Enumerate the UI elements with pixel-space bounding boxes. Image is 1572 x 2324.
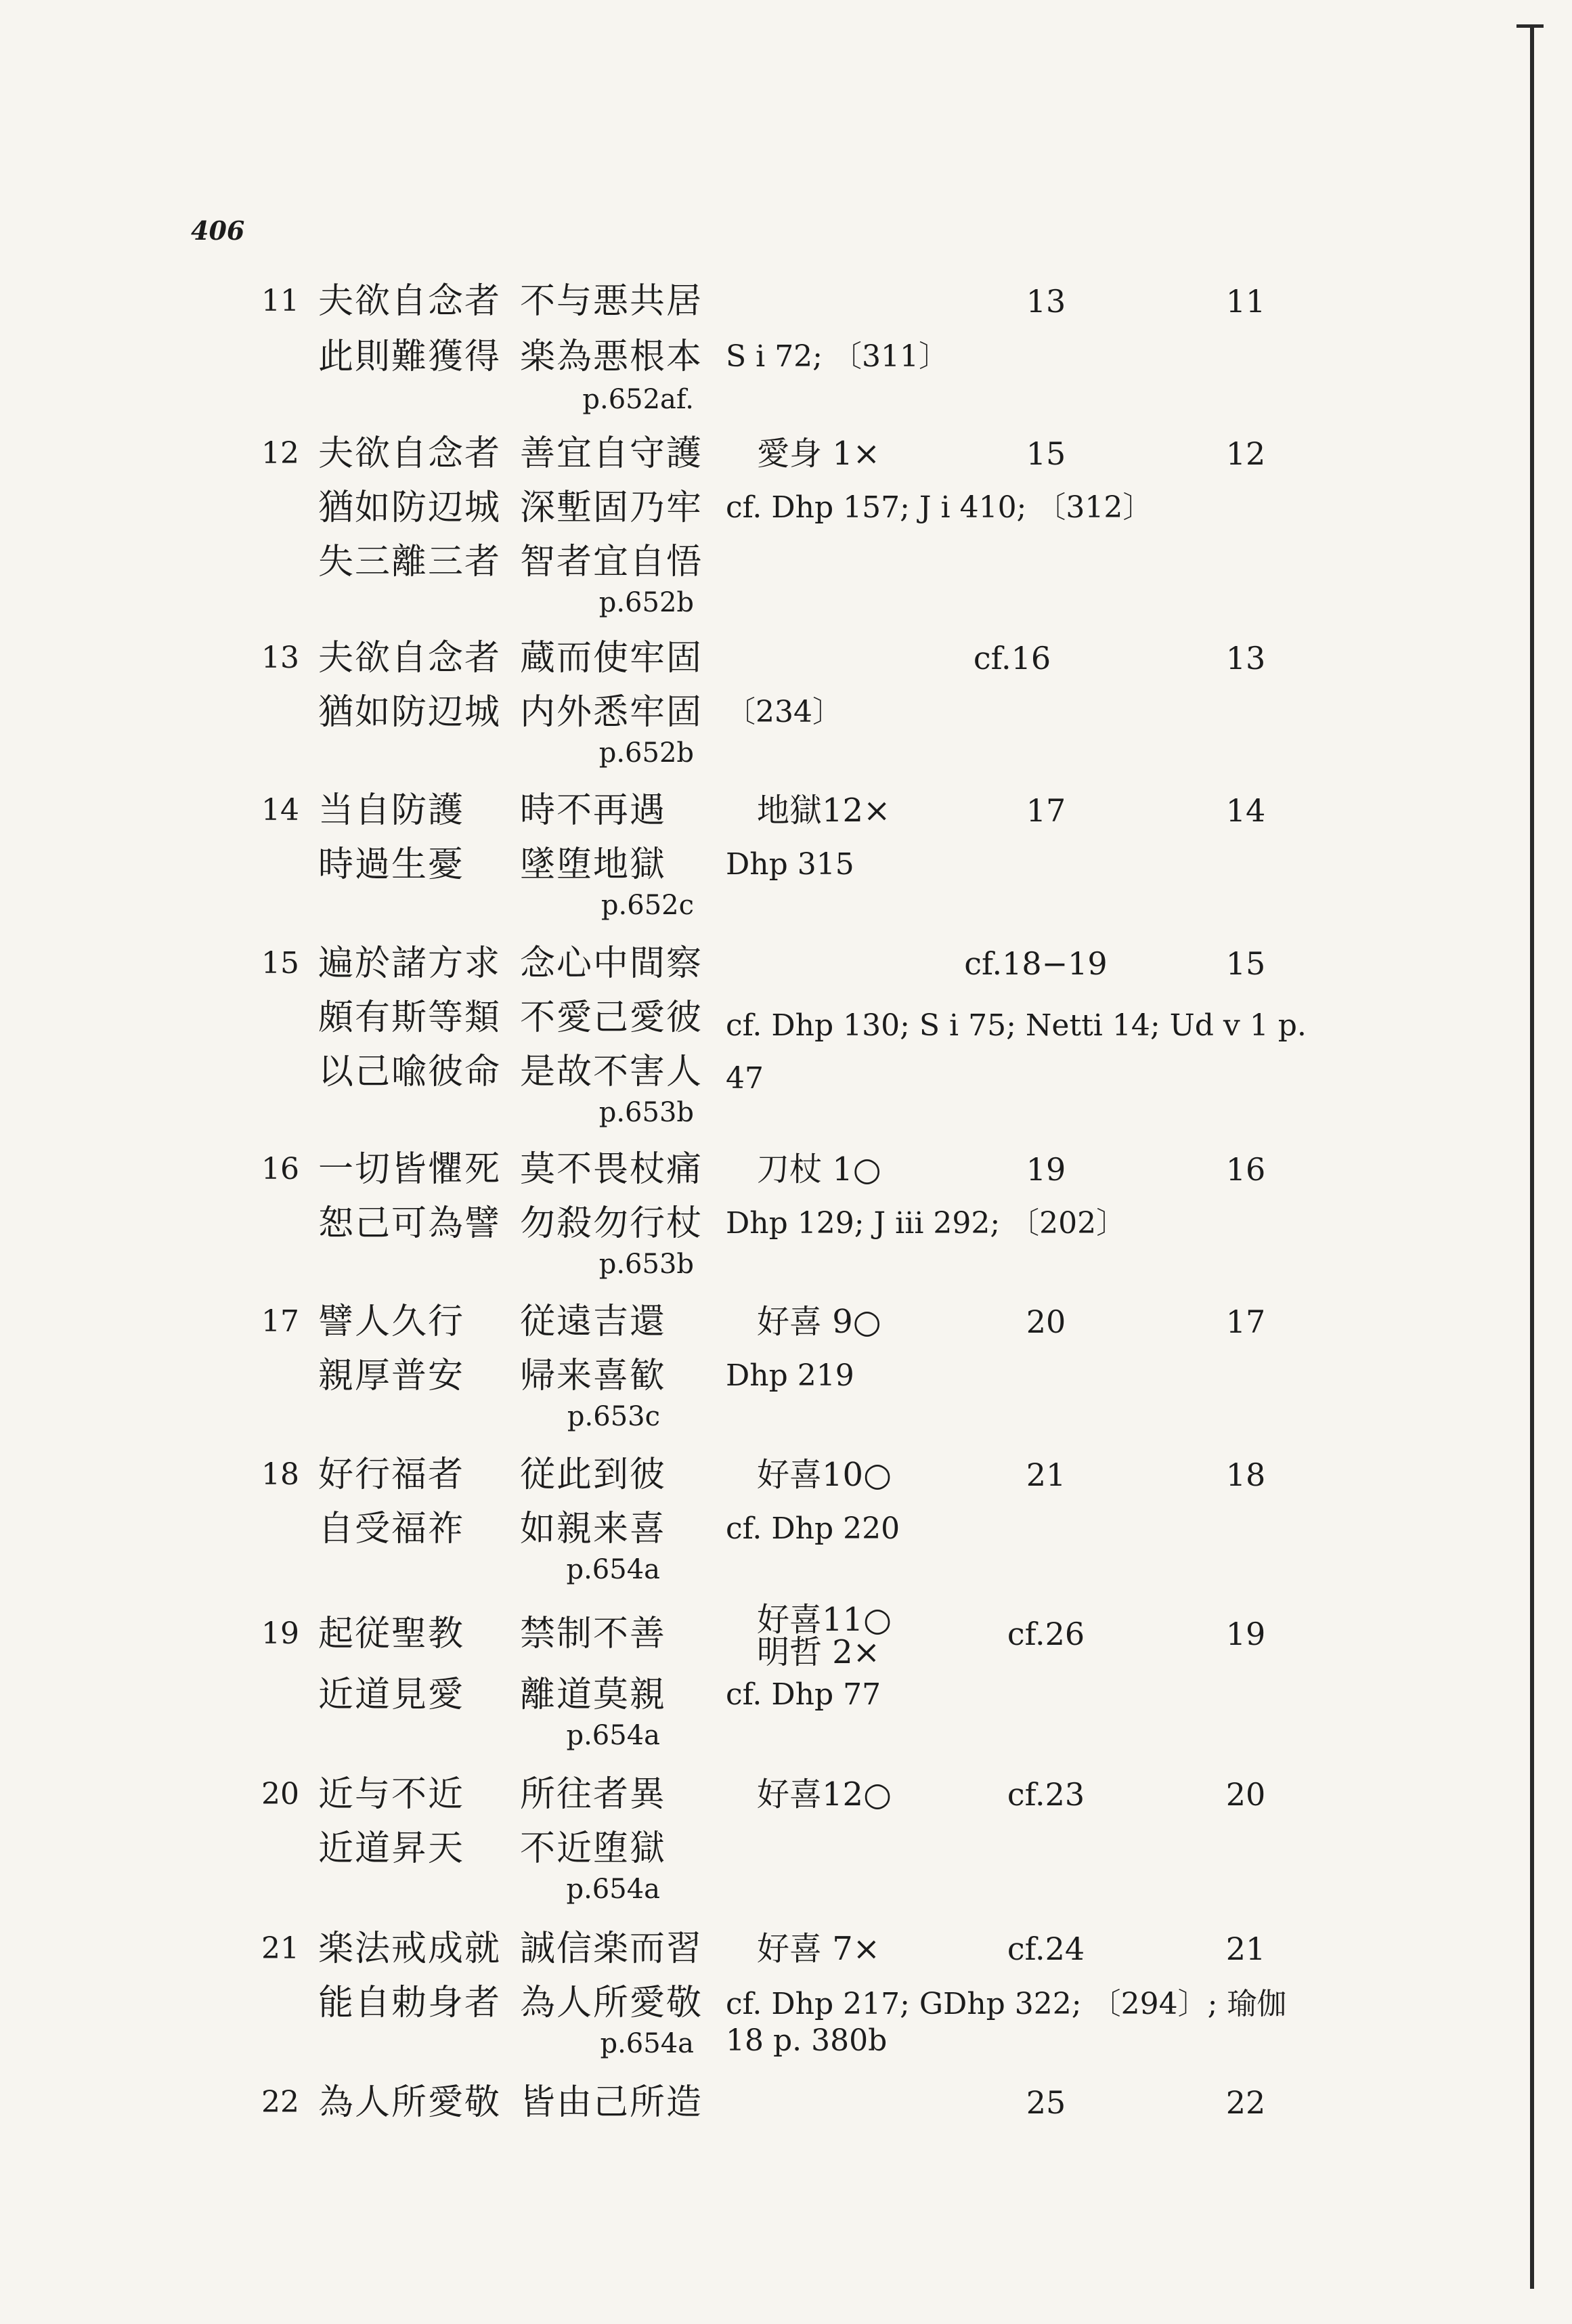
verse-line-first-half: 一切皆懼死 [318,1149,502,1190]
comparison-number-2: 14 [1225,792,1266,829]
verse-number: 21 [261,1931,299,1966]
verse-line-first-half: 猶如防辺城 [318,488,502,528]
comparison-number-2: 17 [1225,1304,1266,1340]
verse-line-second-half: 念心中間察 [520,943,703,984]
comparison-number-1: cf.24 [1007,1931,1085,1967]
comparison-number-1: 21 [1026,1457,1066,1493]
verse-line-second-half: 禁制不善 [520,1614,667,1654]
verse-number: 11 [261,284,299,318]
verse-line-first-half: 夫欲自念者 [318,638,502,679]
stanza-line [0,1451,1572,1505]
cross-reference-mark: 好喜10○ [757,1456,892,1494]
taisho-page-reference: p.654a [600,2028,694,2059]
verse-line-second-half: 内外悉牢固 [520,692,703,733]
verse-line-second-half: 莫不畏杖痛 [520,1149,703,1190]
verse-line-first-half: 時過生憂 [318,844,465,885]
stanza-line [0,1601,1572,1671]
comparison-number-1: cf.26 [1007,1616,1085,1652]
verse-line-first-half: 頗有斯等類 [318,997,502,1038]
verse-number: 18 [261,1457,299,1492]
stanza-line [0,787,1572,841]
cross-reference-mark: 好喜 7× [757,1930,881,1968]
verse-line-second-half: 不与悪共居 [520,281,703,322]
verse-line-first-half: 以己喩彼命 [318,1052,502,1092]
stanza-line [0,1925,1572,1979]
taisho-page-reference: p.654a [566,1874,660,1905]
comparison-number-2: 18 [1225,1457,1266,1493]
stanza-line [0,278,1572,332]
verse-line-second-half: 善宜自守護 [520,433,703,474]
parallel-reference: cf. Dhp 130; S i 75; Netti 14; Ud v 1 p. 47 [726,1008,1307,1096]
verse-line-second-half: 皆由己所造 [520,2082,703,2123]
stanza-line [0,430,1572,484]
parallel-reference: Dhp 219 [726,1358,854,1393]
cross-reference-mark: 地獄12× [757,792,891,830]
verse-line-second-half: 帰来喜歓 [520,1356,667,1396]
verse-line-second-half: 是故不害人 [520,1052,703,1092]
cross-reference-mark-line: 明哲 2× [757,1633,881,1671]
taisho-page-reference: p.652c [601,890,694,921]
stanza-line [0,1298,1572,1352]
verse-line-first-half: 此則難獲得 [318,337,502,377]
parallel-reference: cf. Dhp 220 [726,1511,900,1546]
verse-line-second-half: 従遠吉還 [520,1301,667,1342]
taisho-page-reference: p.653c [567,1401,660,1432]
verse-line-first-half: 起従聖教 [318,1614,465,1654]
stanza-line [0,1825,1572,1879]
cross-reference-mark: 刀杖 1○ [757,1150,881,1188]
verse-line-first-half: 近道見愛 [318,1675,465,1715]
stanza-line [0,634,1572,689]
verse-line-second-half: 為人所愛敬 [520,1983,703,2023]
comparison-number-1: cf.23 [1007,1776,1085,1813]
comparison-number-2: 20 [1225,1776,1266,1813]
verse-line-second-half: 如親来喜 [520,1509,667,1549]
stanza-line [0,940,1572,994]
stanza-line [0,841,1572,895]
taisho-page-reference: p.654a [566,1720,660,1751]
verse-line-first-half: 自受福祚 [318,1509,465,1549]
verse-line-second-half: 所往者異 [520,1774,667,1815]
parallel-reference: Dhp 129; J iii 292; 〔202〕 [726,1206,1127,1241]
parallel-reference: cf. Dhp 77 [726,1677,881,1712]
verse-line-second-half: 勿殺勿行杖 [520,1203,703,1244]
comparison-number-1: cf.16 [973,640,1051,676]
stanza-line [0,538,1572,593]
comparison-number-2: 19 [1225,1616,1266,1652]
verse-line-first-half: 失三離三者 [318,542,502,582]
taisho-page-reference: p.653b [598,1249,694,1280]
verse-line-first-half: 夫欲自念者 [318,281,502,322]
taisho-page-reference: p.652b [598,587,694,618]
page-number: 406 [191,215,245,246]
verse-line-first-half: 能自勅身者 [318,1983,502,2023]
comparison-number-1: 20 [1026,1304,1066,1340]
verse-line-second-half: 時不再遇 [520,790,667,831]
stanza-line [0,1352,1572,1406]
parallel-reference: S i 72; 〔311〕 [726,339,948,374]
stanza-line [0,1505,1572,1559]
cross-reference-mark: 愛身 1× [757,435,881,473]
verse-line-first-half: 親厚普安 [318,1356,465,1396]
parallel-reference: cf. Dhp 157; J i 410; 〔312〕 [726,490,1153,525]
taisho-page-reference: p.652b [598,737,694,769]
comparison-number-2: 15 [1225,945,1266,982]
verse-number: 15 [261,946,299,981]
verse-line-second-half: 不近堕獄 [520,1828,667,1869]
comparison-number-2: 13 [1225,640,1266,676]
comparison-number-1: 15 [1026,435,1066,472]
verse-line-first-half: 近道昇天 [318,1828,465,1869]
verse-line-second-half: 従此到彼 [520,1455,667,1495]
verse-line-first-half: 夫欲自念者 [318,433,502,474]
verse-line-second-half: 智者宜自悟 [520,542,703,582]
comparison-number-1: 13 [1026,283,1066,320]
parallel-reference: 〔234〕 [726,695,842,729]
taisho-page-reference: p.653b [598,1097,694,1128]
comparison-number-2: 12 [1225,435,1266,472]
verse-line-second-half: 深塹固乃牢 [520,488,703,528]
taisho-page-reference: p.652af. [582,384,694,415]
verse-line-first-half: 好行福者 [318,1455,465,1495]
verse-line-first-half: 遍於諸方求 [318,943,502,984]
verse-line-first-half: 譬人久行 [318,1301,465,1342]
verse-number: 17 [261,1304,299,1339]
stanza-line [0,689,1572,743]
verse-line-first-half: 為人所愛敬 [318,2082,502,2123]
verse-number: 20 [261,1777,299,1811]
verse-line-second-half: 楽為悪根本 [520,337,703,377]
cross-reference-mark: 好喜12○ [757,1776,892,1813]
stanza-line [0,333,1572,387]
comparison-number-2: 21 [1225,1931,1266,1967]
verse-line-first-half: 当自防護 [318,790,465,831]
comparison-number-2: 11 [1225,283,1266,320]
cross-reference-mark: 好喜 9○ [757,1303,881,1341]
verse-line-first-half: 恕己可為譬 [318,1203,502,1244]
verse-line-second-half: 不愛己愛彼 [520,997,703,1038]
verse-line-second-half: 誠信楽而習 [520,1929,703,1969]
verse-number: 22 [261,2085,299,2119]
stanza-line [0,484,1572,538]
cross-reference-mark-line: 好喜11○ [757,1601,892,1639]
comparison-number-2: 16 [1225,1151,1266,1188]
stanza-line [0,1671,1572,1725]
comparison-number-1: 17 [1026,792,1066,829]
stanza-line [0,1771,1572,1825]
verse-number: 16 [261,1152,299,1186]
verse-line-second-half: 蔵而使牢固 [520,638,703,679]
parallel-reference: Dhp 315 [726,847,854,882]
cross-reference-mark [757,1601,892,1671]
verse-line-second-half: 墜堕地獄 [520,844,667,885]
comparison-number-2: 22 [1225,2084,1266,2121]
verse-number: 13 [261,641,299,675]
comparison-number-1: 25 [1026,2084,1066,2121]
verse-number: 12 [261,436,299,471]
taisho-page-reference: p.654a [566,1554,660,1585]
verse-line-first-half: 猶如防辺城 [318,692,502,733]
verse-line-second-half: 離道莫親 [520,1675,667,1715]
verse-number: 19 [261,1616,299,1651]
stanza-line [0,2079,1572,2133]
parallel-reference: cf. Dhp 217; GDhp 322; 〔294〕; 瑜伽 18 p. 380b [726,1987,1287,2058]
verse-line-first-half: 楽法戒成就 [318,1929,502,1969]
comparison-number-1: cf.18−19 [964,945,1108,982]
verse-line-first-half: 近与不近 [318,1774,465,1815]
verse-number: 14 [261,793,299,827]
stanza-line [0,1146,1572,1200]
stanza-line [0,1200,1572,1254]
comparison-number-1: 19 [1026,1151,1066,1188]
